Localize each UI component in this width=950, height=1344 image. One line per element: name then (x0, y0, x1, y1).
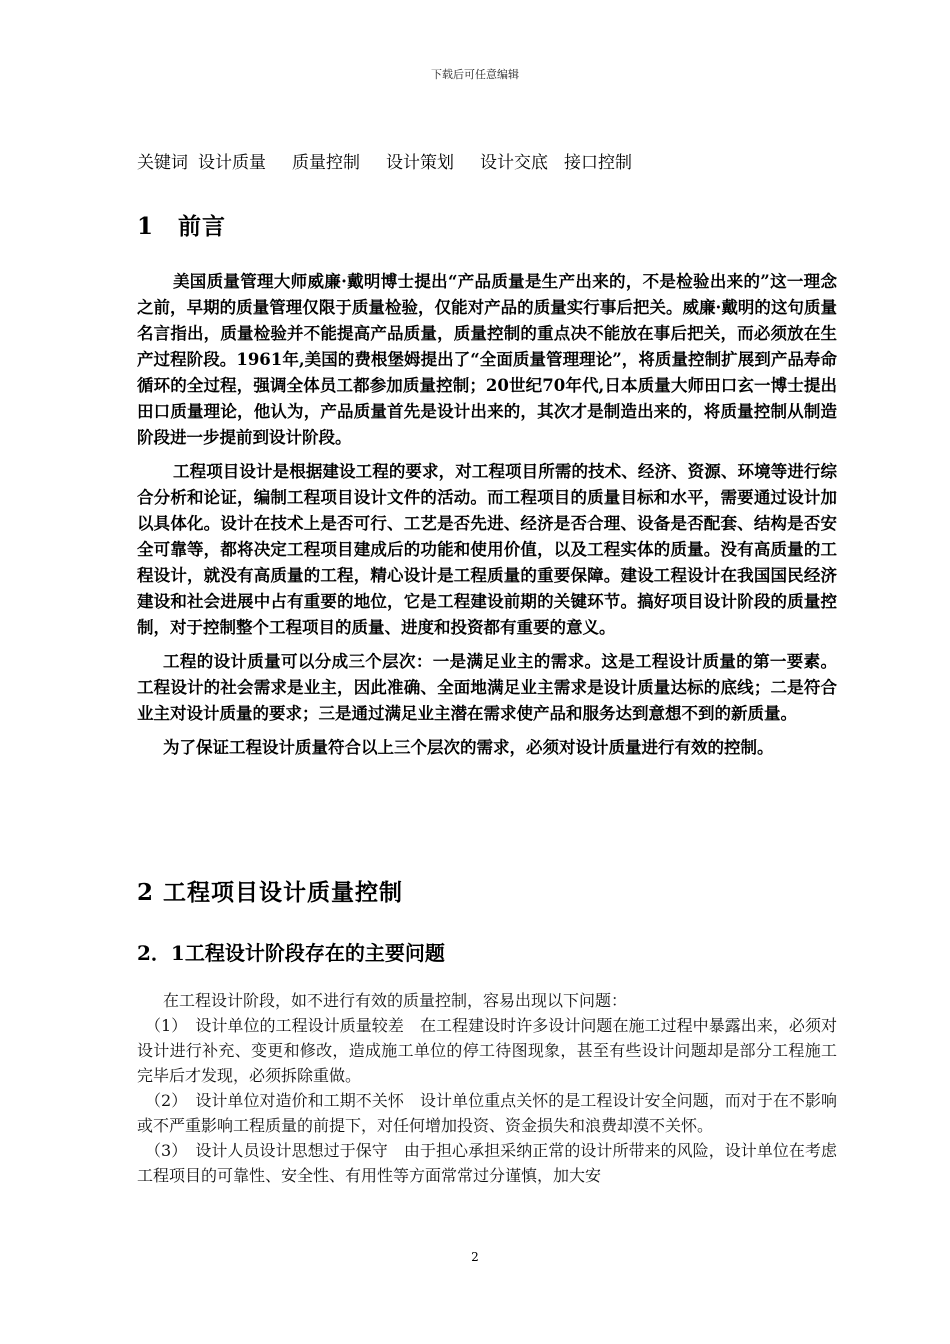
page-number: 2 (471, 1250, 479, 1264)
paragraph: 工程项目设计是根据建设工程的要求，对工程项目所需的技术、经济、资源、环境等进行综合分析和论证，编制工程项目设计文件的活动。而工程项目的质量目标和水平，需要通过设计加以具体化。设计在技术上是否可行、工艺是否先进、经济是否合理、设备是否配套、结构是否安全可靠等，都将决定工程项目建成后的功能和使用价值，以及工程实体的质量。没有高质量的工程设计，就没有高质量的工程，精心设计是工程质量的重要保障。建设工程设计在我国国民经济建设和社会进展中占有重要的地位，它是工程建设前期的关键环节。搞好项目设计阶段的质量控制，对于控制整个工程项目的质量、进度和投资都有重要的意义。 (137, 462, 837, 637)
paragraph: 在工程设计阶段，如不进行有效的质量控制，容易出现以下问题： (163, 991, 628, 1010)
section-2-1-body (137, 988, 837, 1188)
list-item: （2） 设计单位对造价和工期不关怀 设计单位重点关怀的是工程设计安全问题，而对于在不影响或不严重影响工程质量的前提下，对任何增加投资、资金损失和浪费却漠不关怀。 (137, 1091, 837, 1135)
keyword-item: 设计质量 (198, 153, 266, 173)
section-1-heading: 1 前言 (137, 213, 227, 240)
section-1-body (137, 269, 837, 769)
section-2-1-heading: 2．1工程设计阶段存在的主要问题 (137, 941, 445, 965)
keyword-item: 质量控制 (292, 153, 360, 173)
keywords-line (137, 148, 658, 173)
keyword-item: 设计交底 (480, 153, 548, 173)
paragraph: 工程的设计质量可以分成三个层次：一是满足业主的需求。这是工程设计质量的第一要素。工程设计的社会需求是业主，因此准确、全面地满足业主需求是设计质量达标的底线；二是符合业主对设计质量的要求；三是通过满足业主潜在需求使产品和服务达到意想不到的新质量。 (137, 652, 837, 723)
keywords-label: 关键词 (137, 153, 188, 173)
page-header: 下载后可任意编辑 (431, 68, 519, 81)
list-item: （1） 设计单位的工程设计质量较差 在工程建设时许多设计问题在施工过程中暴露出来，必须对设计进行补充、变更和修改，造成施工单位的停工待图现象，甚至有些设计问题却是部分工程施工完毕后才发现，必须拆除重做。 (137, 1016, 837, 1085)
keyword-item: 接口控制 (564, 153, 632, 173)
paragraph: 为了保证工程设计质量符合以上三个层次的需求，必须对设计质量进行有效的控制。 (163, 738, 774, 757)
paragraph: 美国质量管理大师威廉·戴明博士提出“产品质量是生产出来的，不是检验出来的”这一理念之前，早期的质量管理仅限于质量检验，仅能对产品的质量实行事后把关。威廉·戴明的这句质量名言指出，质量检验并不能提高产品质量，质量控制的重点决不能放在事后把关，而必须放在生产过程阶段。1961年,美国的费根堡姆提出了“全面质量管理理论”，将质量控制扩展到产品寿命循环的全过程，强调全体员工都参加质量控制；20世纪70年代,日本质量大师田口玄一博士提出田口质量理论，他认为，产品质量首先是设计出来的，其次才是制造出来的，将质量控制从制造阶段进一步提前到设计阶段。 (137, 272, 837, 447)
keyword-item: 设计策划 (386, 153, 454, 173)
section-2-heading: 2 工程项目设计质量控制 (137, 879, 404, 906)
list-item: （3） 设计人员设计思想过于保守 由于担心承担采纳正常的设计所带来的风险，设计单位在考虑工程项目的可靠性、安全性、有用性等方面常常过分谨慎，加大安 (137, 1141, 837, 1185)
